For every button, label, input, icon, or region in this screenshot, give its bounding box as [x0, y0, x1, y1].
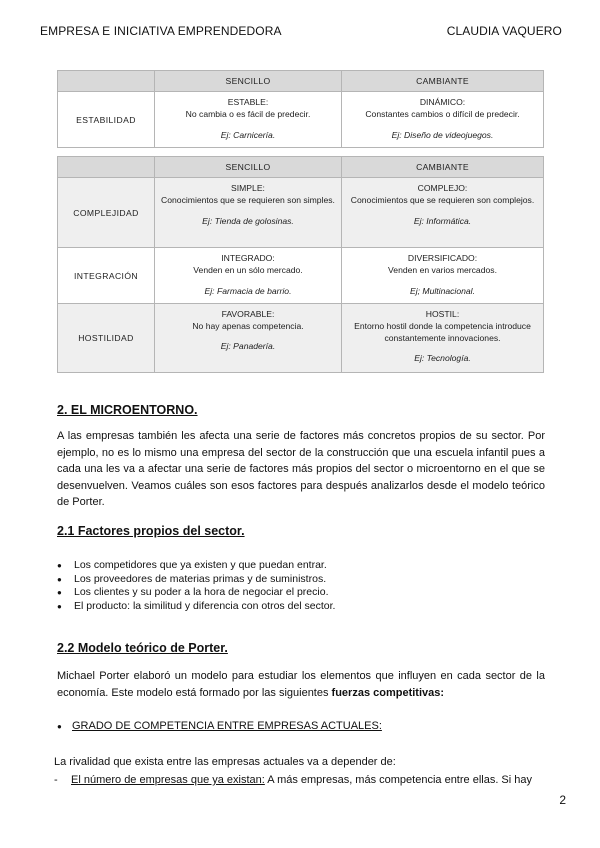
- table-cell: [155, 304, 342, 373]
- rivalry-paragraph: La rivalidad que exista entre las empresas actuales va a depender de:: [54, 756, 396, 768]
- row-label: INTEGRACIÓN: [58, 248, 155, 304]
- column-header: SENCILLO: [155, 157, 342, 178]
- section-title-porter: 2.2 Modelo teórico de Porter.: [57, 641, 228, 655]
- cell-description: Conocimientos que se requieren son simples.: [161, 195, 335, 205]
- cell-example: Ej: Diseño de videojuegos.: [391, 130, 494, 140]
- cell-description: No hay apenas competencia.: [192, 321, 304, 331]
- cell-description: Venden en un sólo mercado.: [193, 265, 303, 275]
- table-row: [58, 178, 544, 248]
- cell-example: Ej: Tecnología.: [414, 353, 471, 363]
- cell-description: Entorno hostil donde la competencia introduce constantemente innovaciones.: [354, 321, 531, 343]
- cell-title: INTEGRADO:: [221, 253, 275, 263]
- table-cell: [342, 92, 544, 148]
- list-item: ● Los proveedores de materias primas y de suministros.: [57, 573, 335, 587]
- dash-item: [54, 774, 532, 786]
- section-title-factores: 2.1 Factores propios del sector.: [57, 524, 245, 538]
- row-label: ESTABILIDAD: [58, 92, 155, 148]
- table-cell: [342, 248, 544, 304]
- dash-item-underlined: El número de empresas que ya existan:: [71, 774, 265, 786]
- cell-description: Venden en varios mercados.: [388, 265, 497, 275]
- cell-title: SIMPLE:: [231, 183, 265, 193]
- cell-example: Ej: Farmacia de barrio.: [204, 286, 292, 296]
- cell-title: HOSTIL:: [425, 309, 460, 319]
- environment-table: [57, 156, 544, 373]
- stability-table: [57, 70, 544, 148]
- page-number: 2: [559, 793, 566, 807]
- porter-forces-bold: fuerzas competitivas:: [331, 686, 445, 699]
- cell-description: Conocimientos que se requieren son complejos.: [350, 195, 535, 205]
- header-author: CLAUDIA VAQUERO: [446, 24, 562, 38]
- table-row: [58, 248, 544, 304]
- cell-example: Ej: Informática.: [413, 216, 472, 226]
- row-label: COMPLEJIDAD: [58, 178, 155, 248]
- dash-item-text: A más empresas, más competencia entre ellas. Si hay: [264, 774, 533, 786]
- table-cell: [342, 304, 544, 373]
- table-cell: [155, 248, 342, 304]
- table-row: [58, 92, 544, 148]
- cell-example: Ej: Carnicería.: [220, 130, 276, 140]
- cell-title: DIVERSIFICADO:: [407, 253, 478, 263]
- cell-description: No cambia o es fácil de predecir.: [185, 109, 311, 119]
- header-subject: EMPRESA E INICIATIVA EMPRENDEDORA: [40, 24, 282, 38]
- porter-paragraph-text: Michael Porter elaboró un modelo para estudiar los elementos que influyen en cada sector de la economía. Este modelo está formado por las siguientes: [57, 670, 545, 699]
- cell-example: Ej: Panadería.: [220, 341, 276, 351]
- cell-example: Ej; Multinacional.: [410, 286, 475, 296]
- competition-bullet-text: GRADO DE COMPETENCIA ENTRE EMPRESAS ACTUALES:: [72, 720, 382, 732]
- column-header: CAMBIANTE: [342, 157, 544, 178]
- competition-bullet: [57, 720, 382, 732]
- cell-title: DINÁMICO:: [419, 97, 466, 107]
- list-item: ● Los clientes y su poder a la hora de negociar el precio.: [57, 586, 335, 600]
- cell-title: ESTABLE:: [227, 97, 269, 107]
- table-cell: [155, 178, 342, 248]
- list-item: ● El producto: la similitud y diferencia con otros del sector.: [57, 600, 335, 614]
- section-title-microentorno: 2. EL MICROENTORNO.: [57, 403, 198, 417]
- table-row: [58, 304, 544, 373]
- microentorno-paragraph: A las empresas también les afecta una serie de factores más concretos propios de su sector. Por ejemplo, no es lo mismo una empresa del sector de la construcción que una escuela infantil pues a cada una les va a afectar una serie de factores más propios del sector o microentorno en el que se desenvuelven. Veamos cuáles son esos factores para después analizarlos desde el modelo teórico de Porter.: [57, 430, 545, 508]
- table-corner: [58, 157, 155, 178]
- bullet-dot: ●: [57, 722, 62, 731]
- table-cell: [342, 178, 544, 248]
- table-corner: [58, 71, 155, 92]
- factores-list: [57, 559, 335, 614]
- table-cell: [155, 92, 342, 148]
- column-header: CAMBIANTE: [342, 71, 544, 92]
- cell-description: Constantes cambios o difícil de predecir.: [365, 109, 520, 119]
- row-label: HOSTILIDAD: [58, 304, 155, 373]
- cell-title: COMPLEJO:: [417, 183, 468, 193]
- cell-example: Ej: Tienda de golosinas.: [202, 216, 294, 226]
- column-header: SENCILLO: [155, 71, 342, 92]
- porter-paragraph: [57, 668, 545, 701]
- cell-title: FAVORABLE:: [221, 309, 275, 319]
- dash-mark: -: [54, 774, 58, 786]
- list-item: ● Los competidores que ya existen y que puedan entrar.: [57, 559, 335, 573]
